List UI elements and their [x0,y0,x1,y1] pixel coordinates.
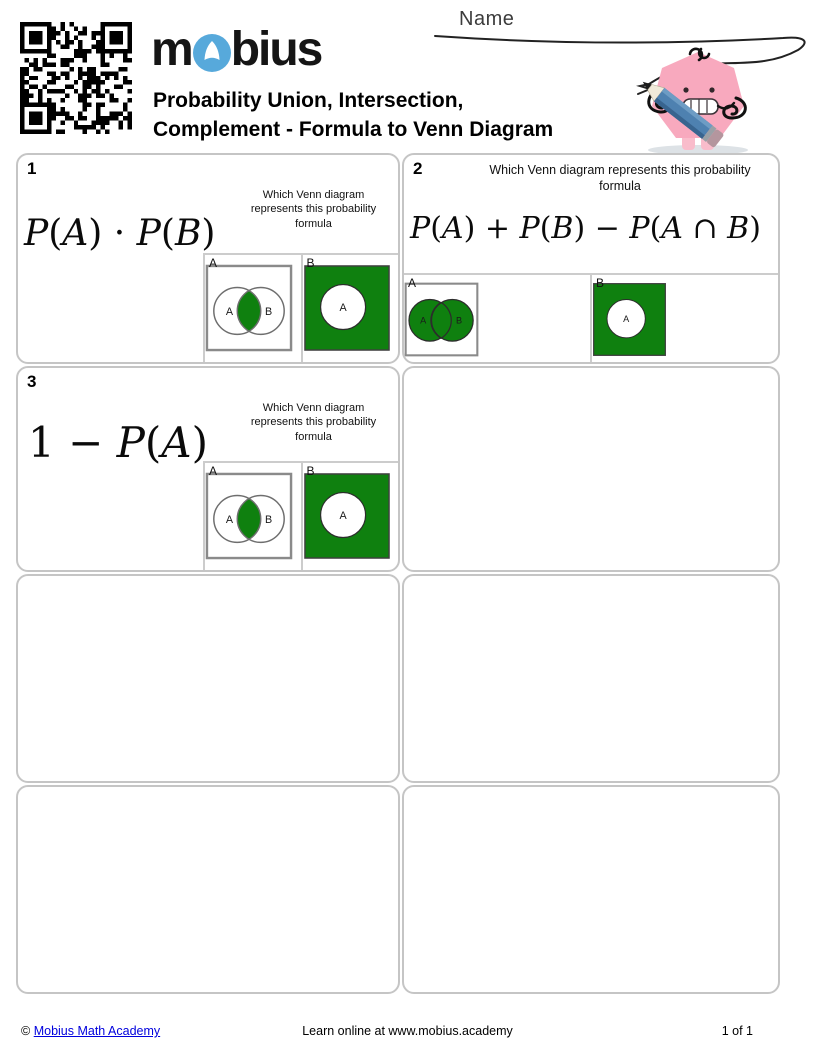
question-prompt: Which Venn diagram represents this probability formula [250,402,377,443]
empty-question-cell [16,574,400,783]
answer-option-b [301,255,399,362]
empty-question-cell [16,785,400,994]
logo-text-post: bius [230,23,322,76]
empty-question-cell [402,785,780,994]
copyright-symbol: © [21,1024,31,1038]
venn-diagram [592,282,778,362]
venn-diagram [303,264,399,357]
option-label: A [209,464,218,478]
worksheet-title [153,87,553,145]
logo-text-pre: m [151,23,192,76]
page-indicator: 1 of 1 [721,1024,753,1038]
answer-options [203,461,398,570]
title-line-1: Probability Union, Intersection, [153,89,464,112]
probability-formula: P(A) · P(B) [24,213,216,254]
question-number: 2 [413,159,423,178]
svg-text:B: B [455,315,463,326]
empty-question-cell [402,574,780,783]
probability-formula: 1 − P(A) [28,418,209,467]
mobius-sphere-icon [192,33,232,73]
answer-options [203,253,398,362]
pencil-mascot-illustration [598,38,793,156]
footer-center-text: Learn online at www.mobius.academy [302,1024,513,1038]
venn-diagram [205,472,301,565]
answer-options [404,273,778,362]
empty-question-cell [402,366,780,572]
name-field-label: Name [459,8,515,30]
mobius-math-academy-link[interactable]: Mobius Math Academy [33,1024,161,1038]
answer-option-b [590,275,778,362]
venn-diagram [404,282,590,362]
question-prompt: Which Venn diagram represents this probability formula [250,189,377,230]
question-number: 3 [27,372,37,391]
option-label: B [306,464,315,478]
qr-code [20,22,132,134]
answer-option-a [404,275,590,362]
mobius-logo [151,22,321,78]
svg-text:B: B [264,305,273,318]
question-prompt: Which Venn diagram represents this probability formula [489,163,751,194]
answer-option-b [301,463,399,570]
probability-formula: P(A) + P(B) − P(A ∩ B) [410,211,761,246]
question-cell-1 [16,153,400,364]
answer-option-a [205,255,301,362]
title-line-2: Complement - Formula to Venn Diagram [153,117,554,141]
svg-text:B: B [264,513,273,526]
option-label: A [209,256,218,270]
venn-diagram [205,264,301,357]
question-grid [16,153,780,994]
venn-diagram [303,472,399,565]
option-label: A [408,276,417,290]
question-number: 1 [27,159,37,178]
option-label: B [306,256,315,270]
svg-text:A: A [623,314,630,324]
svg-text:A: A [225,513,234,526]
answer-option-a [205,463,301,570]
option-label: B [596,276,605,290]
svg-text:A: A [339,301,347,314]
svg-text:A: A [225,305,234,318]
question-cell-3 [16,366,400,572]
svg-text:A: A [420,315,427,326]
svg-text:A: A [339,509,347,522]
question-cell-2 [402,153,780,364]
